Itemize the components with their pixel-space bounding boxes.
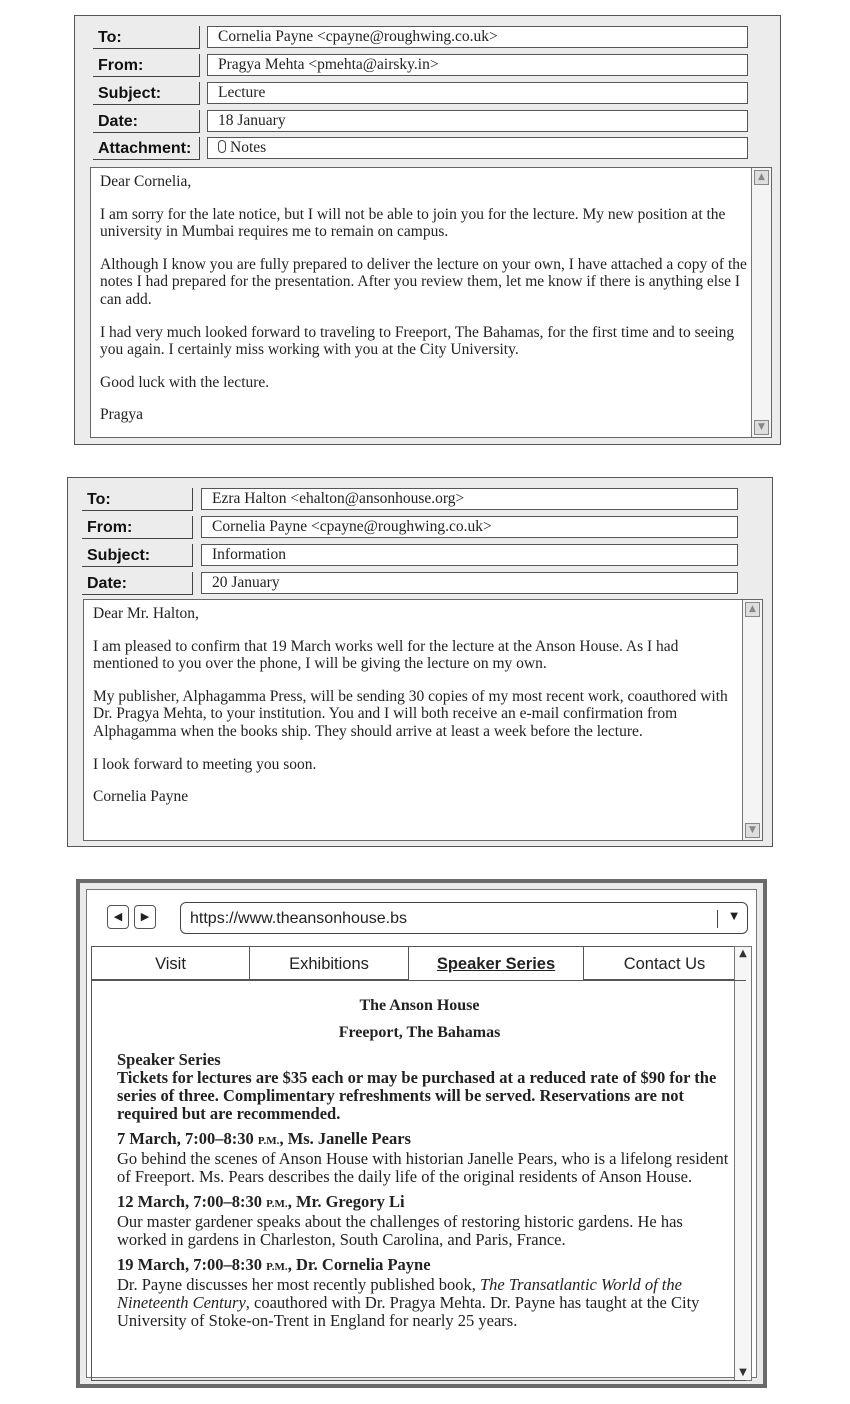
event-item: [117, 1256, 732, 1330]
to-field[interactable]: Cornelia Payne <cpayne@roughwing.co.uk>: [207, 26, 748, 48]
to-row: [75, 25, 780, 50]
date-field[interactable]: 18 January: [207, 110, 748, 132]
attachment-label: Attachment:: [93, 137, 200, 160]
event-heading: 7 March, 7:00–8:30 P.M., Ms. Janelle Pears: [117, 1129, 411, 1148]
subject-label: Subject:: [82, 544, 193, 567]
scrollbar[interactable]: [742, 600, 762, 840]
to-field[interactable]: Ezra Halton <ehalton@ansonhouse.org>: [201, 488, 738, 510]
message-body[interactable]: [90, 167, 772, 438]
to-label: To:: [93, 26, 200, 49]
message-text: [100, 173, 747, 439]
subject-field[interactable]: Information: [201, 544, 738, 566]
tab-speaker-series[interactable]: Speaker Series: [409, 946, 584, 981]
dropdown-icon[interactable]: ▼: [730, 911, 738, 922]
book-title: The Transatlantic World of the Nineteenth Century: [117, 1275, 682, 1312]
event-heading: 19 March, 7:00–8:30 P.M., Dr. Cornelia Payne: [117, 1255, 431, 1274]
event-ampm: P.M.: [266, 1261, 288, 1273]
event-ampm: P.M.: [266, 1198, 288, 1210]
nav-tabs: [91, 946, 746, 981]
email-window-2: [67, 477, 773, 847]
event-description: Go behind the scenes of Anson House with historian Janelle Pears, who is a lifelong resident of Freeport. Ms. Pears describes the daily life of the original residents of Anson House.: [117, 1149, 729, 1186]
attachment-field[interactable]: [207, 137, 748, 159]
signature: Cornelia Payne: [93, 788, 189, 806]
paperclip-icon: [218, 140, 226, 153]
url-text[interactable]: https://www.theansonhouse.bs: [190, 910, 408, 927]
tab-exhibitions[interactable]: Exhibitions: [250, 946, 409, 980]
tab-visit[interactable]: Visit: [91, 946, 250, 980]
message-text: [93, 605, 738, 821]
paragraph: Good luck with the lecture.: [100, 373, 270, 391]
attachment-row: [75, 136, 780, 161]
from-label: From:: [82, 516, 193, 539]
scroll-up-icon[interactable]: ▲: [754, 170, 769, 185]
event-description: [117, 1276, 732, 1330]
ticket-info: Tickets for lectures are $35 each or may be purchased at a reduced rate of $90 for the series of three. Complimentary refreshments will be served. Reservations are not required but are recommended.: [117, 1068, 717, 1123]
from-row: [75, 53, 780, 78]
date-field[interactable]: 20 January: [201, 572, 738, 594]
speaker-series-intro: [117, 1051, 732, 1123]
event-date: 19 March, 7:00–8:30: [117, 1255, 262, 1274]
event-speaker: Ms. Janelle Pears: [287, 1129, 411, 1148]
scroll-down-icon[interactable]: ▼: [754, 420, 769, 435]
paragraph: My publisher, Alphagamma Press, will be sending 30 copies of my most recent work, coauthored with Dr. Pragya Mehta, to your institution. You and I will both receive an e-mail confirmation from Alphagamma when the books ship. They should arrive at least a week before the lecture.: [93, 687, 728, 740]
section-heading: Speaker Series: [117, 1050, 221, 1069]
subject-field[interactable]: Lecture: [207, 82, 748, 104]
paragraph: Although I know you are fully prepared to deliver the lecture on your own, I have attached a copy of the notes I had prepared for the presentation. After you review them, let me know if there is anything else I can add.: [100, 255, 747, 308]
scrollbar[interactable]: [751, 168, 771, 437]
address-bar[interactable]: [180, 902, 748, 934]
paragraph: I am sorry for the late notice, but I will not be able to join you for the lecture. My new position at the university in Mumbai requires me to remain on campus.: [100, 205, 726, 241]
page-content: [117, 1051, 732, 1337]
event-item: [117, 1130, 732, 1186]
email-window-1: [74, 15, 781, 445]
from-field[interactable]: Cornelia Payne <cpayne@roughwing.co.uk>: [201, 516, 738, 538]
from-label: From:: [93, 54, 200, 77]
signature: Pragya: [100, 406, 144, 424]
tab-contact-us[interactable]: Contact Us: [584, 946, 746, 980]
event-description-text: , coauthored with Dr. Pragya Mehta. Dr. Payne has taught at the City University of Stoke-on-Trent in England for nearly 25 years.: [117, 1293, 700, 1330]
to-row: [68, 487, 772, 512]
subject-row: [75, 81, 780, 106]
paragraph: I am pleased to confirm that 19 March works well for the lecture at the Anson House. As I had mentioned to you over the phone, I will be giving the lecture on my own.: [93, 637, 679, 673]
forward-icon[interactable]: ▶: [134, 905, 156, 929]
page-title: The Anson House: [359, 997, 480, 1014]
scroll-down-icon[interactable]: ▼: [745, 823, 760, 838]
scroll-up-icon[interactable]: ▲: [745, 602, 760, 617]
event-heading: 12 March, 7:00–8:30 P.M., Mr. Gregory Li: [117, 1192, 405, 1211]
date-row: [68, 571, 772, 596]
event-date: 7 March, 7:00–8:30: [117, 1129, 254, 1148]
from-row: [68, 515, 772, 540]
date-label: Date:: [93, 110, 200, 133]
page-subtitle: Freeport, The Bahamas: [338, 1024, 501, 1041]
browser-frame: [86, 889, 757, 1378]
greeting: Dear Mr. Halton,: [93, 605, 199, 622]
scroll-up-icon[interactable]: ▲: [739, 948, 747, 959]
subject-row: [68, 543, 772, 568]
event-item: [117, 1193, 732, 1249]
event-date: 12 March, 7:00–8:30: [117, 1192, 262, 1211]
date-row: [75, 109, 780, 134]
date-label: Date:: [82, 572, 193, 595]
address-divider: [717, 910, 718, 928]
message-body[interactable]: [83, 599, 763, 841]
from-field[interactable]: Pragya Mehta <pmehta@airsky.in>: [207, 54, 748, 76]
event-speaker: Mr. Gregory Li: [295, 1192, 405, 1211]
paragraph: I had very much looked forward to traveling to Freeport, The Bahamas, for the first time and to seeing you again. I certainly miss working with you at the City University.: [100, 323, 735, 359]
back-icon[interactable]: ◀: [107, 905, 129, 929]
web-page: [91, 980, 746, 1381]
scroll-down-icon[interactable]: ▼: [739, 1367, 747, 1378]
event-description-text: Dr. Payne discusses her most recently published book,: [117, 1275, 480, 1294]
paragraph: I look forward to meeting you soon.: [93, 755, 317, 773]
event-description: Our master gardener speaks about the challenges of restoring historic gardens. He has worked in gardens in Charleston, South Carolina, and Paris, France.: [117, 1212, 683, 1249]
greeting: Dear Cornelia,: [100, 173, 192, 190]
browser-window: [76, 879, 767, 1388]
to-label: To:: [82, 488, 193, 511]
subject-label: Subject:: [93, 82, 200, 105]
attachment-name[interactable]: Notes: [230, 139, 267, 156]
event-ampm: P.M.: [257, 1135, 280, 1147]
event-speaker: Dr. Cornelia Payne: [295, 1255, 431, 1274]
